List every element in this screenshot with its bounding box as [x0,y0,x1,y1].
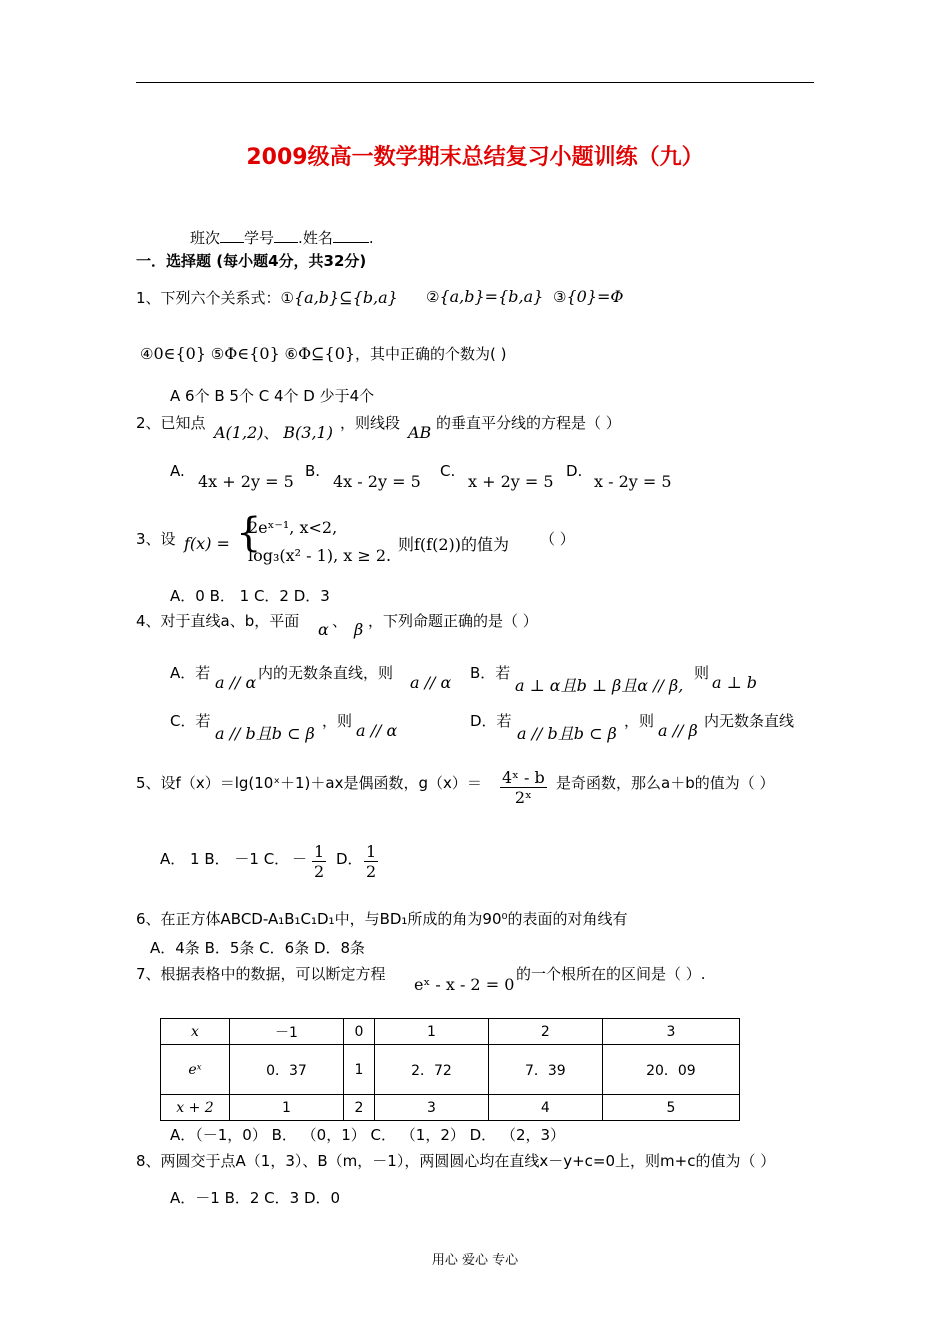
q2-sep: 、 [263,424,279,442]
q1-r2-math: {a,b}={b,a} [439,287,544,306]
q1-r1-math: {a,b}⊆{b,a} [294,288,398,307]
q5-opt-c-den: 2 [314,862,325,881]
q4-opt-a-label: A．若 [170,664,211,682]
q4-opt-c-m2: a // α [356,721,398,740]
q2-point-b: B(3,1) [283,423,333,442]
q8-stem: 8、两圆交于点A（1，3）、B（m，－1），两圆圆心均在直线x－y+c=0上，则m+c的值为（ ） [136,1152,776,1170]
q3-bracket: （ ） [540,530,575,548]
q4-opt-d-m2: a // β [658,721,698,740]
number-label: 学号 [244,229,275,247]
q1-stem: 1、下列六个关系式： [136,289,281,307]
q3-tail: 则f(f(2))的值为 [398,535,509,554]
q4-opt-c-m1: a // b且b ⊂ β [215,724,315,743]
q4-opt-a-mid: 内的无数条直线，则 [258,664,394,682]
q5-denominator: 2ˣ [514,788,532,807]
table-cell: 7．39 [488,1045,602,1095]
q1-r3 [553,287,624,306]
q4-opt-d-m1: a // b且b ⊂ β [517,724,617,743]
number-blank[interactable] [274,242,298,243]
q7-stem: 7、根据表格中的数据，可以断定方程 [136,965,386,983]
q1-r2 [426,287,543,306]
table-cell: 1 [374,1019,488,1045]
q3-case1: 2eˣ⁻¹, x<2, [248,518,338,537]
page-title: 2009级高一数学期末总结复习小题训练（九） [246,145,704,170]
q3-case2: log₃(x² - 1), x ≥ 2. [248,546,392,565]
q5-opt-c-sign: － [292,850,308,868]
table-cell: 2．72 [374,1045,488,1095]
q4-opt-c-mid: ，则 [322,712,353,730]
q1-tail: ，其中正确的个数为( ) [355,345,507,363]
q4-opt-a-m2: a // α [410,673,452,692]
q2-opt-b: 4x - 2y = 5 [333,472,421,491]
q7-data-table [160,1018,740,1121]
q5-opt-d-den: 2 [366,862,377,881]
q1-r4-label: ④ [140,345,154,363]
q1-r1-label: ① [280,289,294,307]
q4-opt-c-label: C．若 [170,712,211,730]
q1-r3-math: {0}=Φ [566,287,624,306]
q1-r3-label: ③ [553,288,567,306]
q2-points [214,422,333,443]
q2-opt-b-label: B. [305,462,321,480]
q1-options: A 6个 B 5个 C 4个 D 少于4个 [170,387,375,405]
q4-opt-d-label: D．若 [470,712,512,730]
q4-beta: β [354,620,364,639]
q4-opt-b-mid: 则 [694,664,710,682]
header-rule [136,82,814,83]
q5-options-ab: A． 1 B． －1 C． [160,850,290,868]
q2-opt-d: x - 2y = 5 [594,472,672,491]
q2-point-a: A(1,2) [214,423,264,442]
class-label: 班次 [190,229,221,247]
name-blank[interactable] [333,242,369,243]
table-cell: x + 2 [161,1095,230,1121]
q5-opt-c-fraction [312,842,326,881]
table-cell: 2 [488,1019,602,1045]
q1-r6-math: Φ⊆{0} [297,344,356,363]
q8-options: A．－1 B．2 C．3 D．0 [170,1189,341,1207]
q2-tail: 的垂直平分线的方程是（ ） [436,414,621,432]
q2-stem-text: 2、已知点 [136,414,206,432]
table-cell: －1 [230,1019,344,1045]
q7-tail: 的一个根所在的区间是（ ）. [516,965,706,983]
q3-options: A．0 B． 1 C．2 D．3 [170,587,330,605]
class-blank[interactable] [220,242,244,243]
q2-mid: ，则线段 [340,414,401,432]
table-cell: 4 [488,1095,602,1121]
table-cell: eˣ [161,1045,230,1095]
table-cell: 0．37 [230,1045,344,1095]
q4-opt-d-mid: ，则 [624,712,655,730]
q1-r6-label: ⑥ [284,345,298,363]
q1-line2 [140,343,507,364]
student-info-line: 班次 学号 .姓名 . [190,229,374,247]
table-cell: 5 [602,1095,739,1121]
q5-opt-d-label: D． [336,850,363,868]
q4-tail: ，下列命题正确的是（ ） [368,612,538,630]
q5-stem: 5、设f（x）＝lg(10ˣ＋1)＋ax是偶函数，g（x）＝ [136,774,482,792]
table-cell: 0 [343,1019,374,1045]
q5-fraction [500,768,547,807]
q4-opt-b-m1: a ⊥ α且b ⊥ β且α // β, [515,676,684,695]
table-row [161,1095,740,1121]
q1-r5-label: ⑤ [210,345,225,363]
q2-opt-a: 4x + 2y = 5 [198,472,294,491]
q5-tail: 是奇函数，那么a＋b的值为（ ） [556,774,775,792]
page-footer: 用心 爱心 专心 [431,1253,519,1268]
q4-stem: 4、对于直线a、b，平面 [136,612,300,630]
q4-opt-b-label: B．若 [470,664,511,682]
q4-sep: 、 [332,612,348,630]
table-cell: 1 [343,1045,374,1095]
table-cell: 20．09 [602,1045,739,1095]
q5-opt-d-fraction [364,842,378,881]
q2-stem [136,412,206,433]
table-row [161,1045,740,1095]
q5-numerator: 4ˣ - b [502,768,545,787]
q2-opt-c-label: C. [440,462,456,480]
q3-stem: 3、设 [136,530,176,548]
q7-options: A．（－1，0） B． （0，1） C． （1，2） D． （2，3） [170,1126,566,1144]
q3-f: f(x) = [184,534,230,553]
table-cell: 3 [374,1095,488,1121]
table-cell: 2 [343,1095,374,1121]
q7-equation: eˣ - x - 2 = 0 [414,975,515,994]
q4-opt-d-tail: 内无数条直线 [704,712,795,730]
q6-options: A．4条 B．5条 C．6条 D．8条 [150,939,366,957]
q2-opt-a-label: A. [170,462,185,480]
q3-brace: { [236,510,262,556]
q2-ab: AB [408,423,432,442]
table-cell: x [161,1019,230,1045]
q5-opt-d-num: 1 [366,842,377,861]
q5-opt-c-num: 1 [314,842,325,861]
q6-stem: 6、在正方体ABCD-A₁B₁C₁D₁中，与BD₁所成的角为90⁰的表面的对角线有 [136,910,628,928]
q4-opt-a-m1: a // α [215,673,257,692]
q1-r4-math: 0∈{0} [153,344,207,363]
q2-opt-c: x + 2y = 5 [468,472,554,491]
q1-r2-label: ② [426,288,440,306]
table-row [161,1019,740,1045]
section-heading: 一．选择题 (每小题4分，共32分) [136,252,367,270]
table-cell: 1 [230,1095,344,1121]
name-label: 姓名 [302,229,333,247]
q4-alpha: α [318,620,329,639]
q2-opt-d-label: D. [566,462,583,480]
table-cell: 3 [602,1019,739,1045]
q1-r5-math: Φ∈{0} [224,344,280,363]
q1-line1 [136,287,398,308]
q4-opt-b-m2: a ⊥ b [712,673,757,692]
